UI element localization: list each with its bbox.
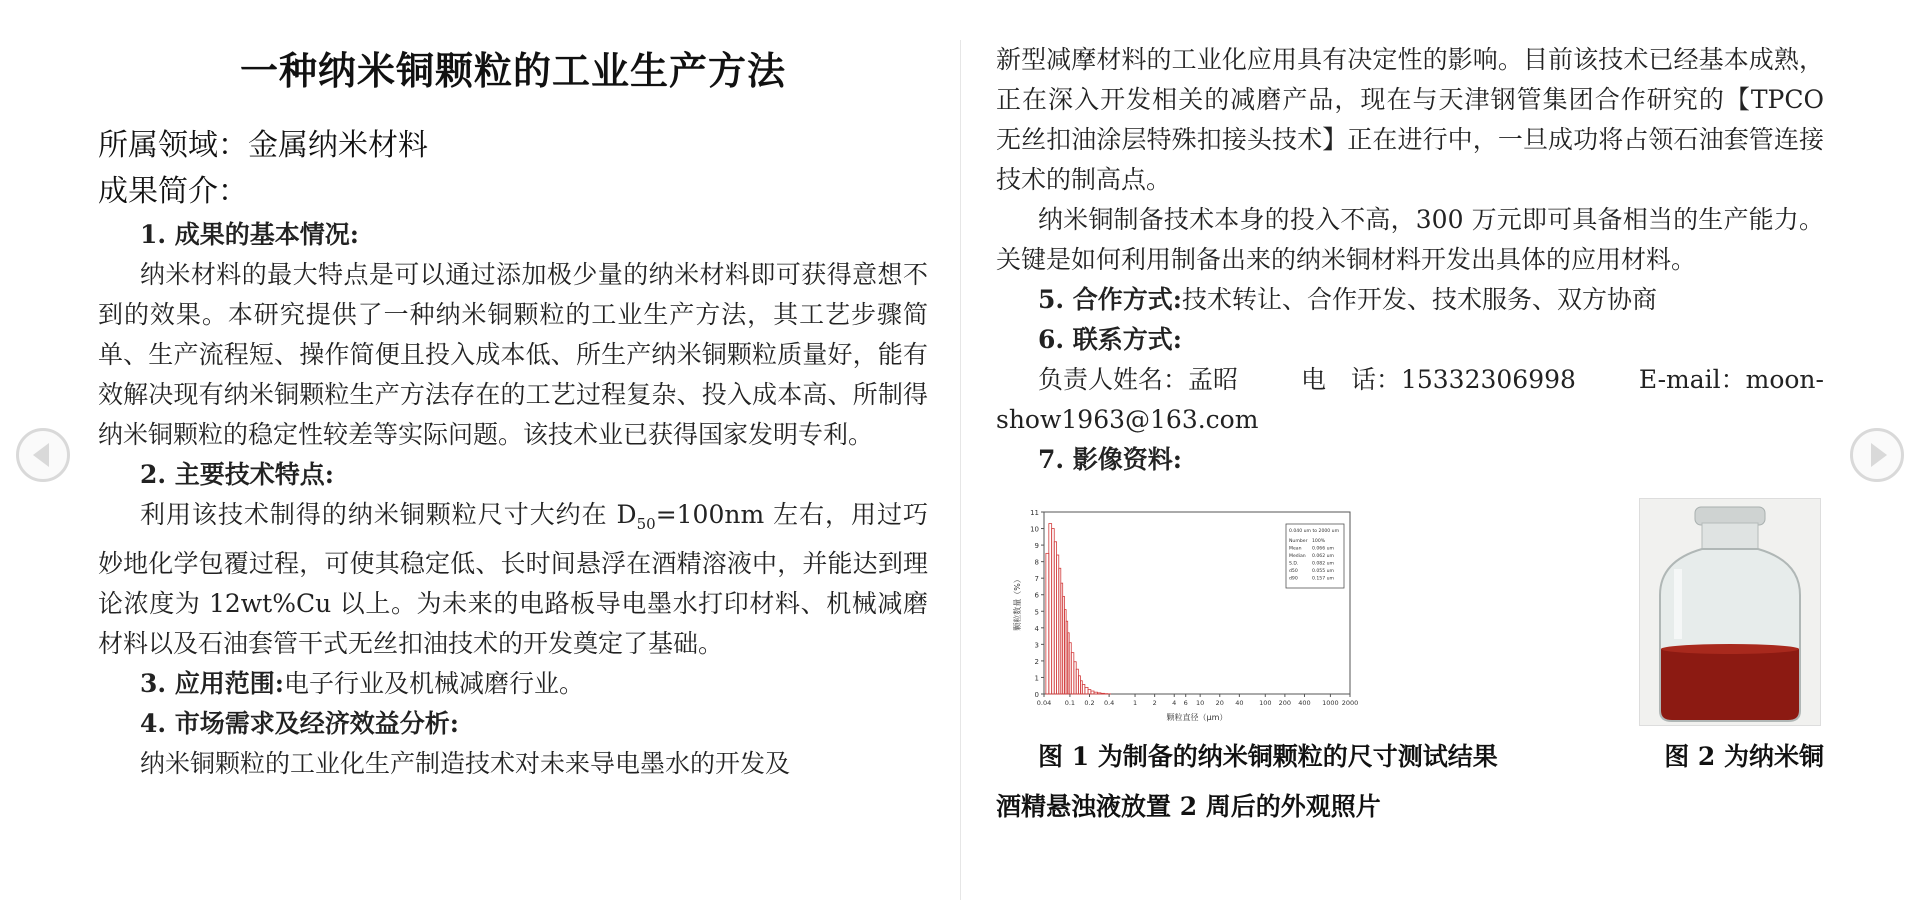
- y-tick-label: 8: [1034, 558, 1039, 567]
- legend-value: 100%: [1312, 539, 1326, 544]
- bottle-photo: [1639, 498, 1821, 726]
- section-1-body: 纳米材料的最大特点是可以通过添加极少量的纳米材料即可获得意想不到的效果。本研究提供了一种纳米铜颗粒的工业生产方法，其工艺步骤简单、生产流程短、操作简便且投入成本低、所生产纳米铜颗粒质量好，能有效解决现有纳米铜颗粒生产方法存在的工艺过程复杂、投入成本高、所制得纳米铜颗粒的稳定性较差等实际问题。该技术业已获得国家发明专利。: [98, 260, 928, 449]
- y-tick-label: 10: [1030, 525, 1039, 534]
- section-4-heading: 4. 市场需求及经济效益分析:: [140, 709, 460, 738]
- x-tick-label: 2000: [1341, 699, 1359, 707]
- y-tick-label: 3: [1034, 641, 1039, 650]
- y-tick-label: 4: [1034, 624, 1039, 633]
- figure-1-caption: 图 1 为制备的纳米铜颗粒的尺寸测试结果: [1038, 742, 1498, 771]
- contact-name: 负责人姓名：孟昭: [1038, 365, 1239, 394]
- legend-value: 0.082 um: [1312, 561, 1334, 567]
- x-tick-label: 1: [1132, 699, 1138, 707]
- legend-key: d50: [1289, 569, 1298, 574]
- legend-value: 0.055 um: [1312, 569, 1334, 574]
- section-2-heading: 2. 主要技术特点:: [140, 460, 335, 489]
- x-tick-label: 20: [1215, 699, 1224, 707]
- y-tick-label: 11: [1030, 509, 1039, 517]
- y-tick-label: 1: [1034, 674, 1039, 683]
- x-tick-label: 0.04: [1036, 699, 1052, 707]
- x-tick-label: 4: [1172, 699, 1177, 707]
- x-tick-label: 40: [1235, 699, 1244, 707]
- bottle-icon: [1640, 499, 1820, 725]
- section-6-heading: 6. 联系方式:: [1038, 325, 1183, 354]
- y-tick-label: 2: [1034, 657, 1039, 666]
- figures: [996, 492, 1824, 737]
- section-7-heading: 7. 影像资料:: [1038, 445, 1183, 474]
- y-axis-label: 颗粒数量（%）: [1013, 575, 1022, 631]
- legend-key: Number: [1289, 539, 1308, 544]
- left-page: [98, 40, 928, 784]
- x-tick-label: 1000: [1322, 699, 1339, 707]
- legend-value: 0.157 um: [1312, 576, 1334, 582]
- histogram-bar: [1088, 690, 1091, 694]
- y-tick-label: 5: [1034, 608, 1039, 617]
- histogram-bar: [1046, 553, 1049, 694]
- legend-value: 0.066 um: [1312, 546, 1334, 552]
- next-page-button[interactable]: [1850, 428, 1904, 482]
- section-4-continued: 新型减摩材料的工业化应用具有决定性的影响。目前该技术已经基本成熟，正在深入开发相关的减磨产品，现在与天津钢管集团合作研究的【TPCO 无丝扣油涂层特殊扣接头技术】正在进行中，一旦成功将占领石油套管连接技术的制高点。: [996, 45, 1824, 194]
- x-tick-label: 0.2: [1084, 699, 1095, 707]
- histogram-bar: [1085, 687, 1088, 694]
- intro-heading: 成果简介：: [98, 174, 248, 209]
- figure-2-caption-continued: 酒精悬浊液放置 2 周后的外观照片: [996, 792, 1381, 821]
- legend-key: d90: [1289, 576, 1298, 582]
- y-tick-label: 7: [1034, 575, 1039, 584]
- legend-key: Mean: [1289, 546, 1302, 552]
- section-3: 3. 应用范围:电子行业及机械减磨行业。: [140, 669, 585, 698]
- x-tick-label: 0.4: [1103, 699, 1115, 707]
- legend-key: S.D.: [1289, 561, 1299, 567]
- x-tick-label: 200: [1278, 699, 1292, 707]
- contact-email: E-mail：moon-: [1638, 365, 1824, 394]
- figure-2-caption: 图 2 为纳米铜: [1664, 742, 1824, 771]
- histogram-bar: [1049, 524, 1052, 694]
- field-heading: 所属领域：金属纳米材料: [98, 128, 428, 163]
- legend-value: 0.062 um: [1312, 554, 1334, 559]
- y-tick-label: 9: [1034, 542, 1039, 551]
- doc-title: 一种纳米铜颗粒的工业生产方法: [239, 49, 786, 93]
- x-tick-label: 10: [1196, 699, 1205, 707]
- contact-email-continued: show1963@163.com: [996, 405, 1259, 434]
- chevron-left-icon: [19, 431, 67, 479]
- x-tick-label: 0.1: [1064, 699, 1076, 707]
- particle-size-chart: [1010, 498, 1360, 728]
- contact-phone: 电 话：15332306998: [1300, 365, 1576, 394]
- x-tick-label: 400: [1298, 699, 1311, 707]
- page-divider: [960, 40, 961, 900]
- y-tick-label: 6: [1034, 591, 1039, 600]
- section-2-body: 利用该技术制得的纳米铜颗粒尺寸大约在 $D_{50}=100nm$ 左右，用过巧妙地化学包覆过程，可使其稳定低、长时间悬浮在酒精溶液中，并能达到理论浓度为 12wt%Cu 以上。为未来的电路板导电墨水打印材料、机械减磨材料以及石油套管干式无丝扣油技术的开发奠定了基础。: [98, 500, 928, 658]
- y-tick-label: 0: [1034, 691, 1039, 699]
- section-5: 5. 合作方式:技术转让、合作开发、技术服务、双方协商: [1038, 285, 1658, 314]
- histogram-bar: [1094, 692, 1097, 694]
- x-tick-label: 100: [1259, 699, 1272, 707]
- section-4-continued-2: 纳米铜制备技术本身的投入不高，300 万元即可具备相当的生产能力。关键是如何利用制备出来的纳米铜材料开发出具体的应用材料。: [996, 205, 1824, 274]
- legend-key: Median: [1289, 554, 1306, 559]
- chevron-right-icon: [1853, 431, 1901, 479]
- right-page: [996, 40, 1824, 827]
- x-axis-label: 颗粒直径（μm）: [1166, 713, 1228, 722]
- prev-page-button[interactable]: [16, 428, 70, 482]
- contact-line: [996, 360, 1824, 400]
- histogram-bar: [1097, 693, 1100, 694]
- figure-captions: [996, 737, 1824, 777]
- section-4-body: 纳米铜颗粒的工业化生产制造技术对未来导电墨水的开发及: [140, 749, 791, 778]
- legend-range: 0.040 um to 2000 um: [1289, 529, 1340, 534]
- x-tick-label: 6: [1183, 699, 1188, 707]
- section-1-heading: 1. 成果的基本情况:: [140, 220, 360, 249]
- histogram-bar: [1101, 693, 1105, 694]
- x-tick-label: 2: [1152, 699, 1157, 707]
